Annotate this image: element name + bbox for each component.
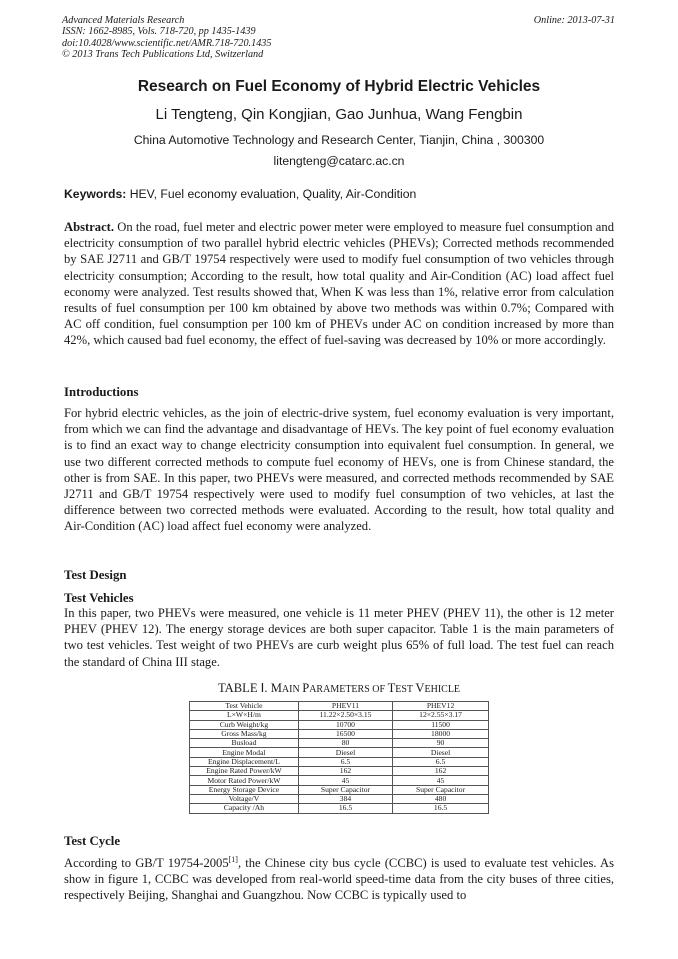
table-cell: PHEV12 — [393, 702, 489, 711]
table-cell: Super Capacitor — [298, 785, 392, 794]
table-cell: L×W×H/m — [190, 711, 299, 720]
table-cell: 45 — [393, 776, 489, 785]
table-cell: Engine Displacement/L — [190, 757, 299, 766]
test-cycle-text-a: According to GB/T 19754-2005 — [64, 856, 229, 870]
copyright-line: © 2013 Trans Tech Publications Ltd, Switzerland — [62, 48, 264, 60]
table-row — [190, 702, 489, 711]
caption-sc4: EHICLE — [424, 684, 461, 695]
table-cell: 162 — [393, 767, 489, 776]
table-cell: Engine Modal — [190, 748, 299, 757]
table-cell: Engine Rated Power/kW — [190, 767, 299, 776]
table-row — [190, 720, 489, 729]
introductions-text: For hybrid electric vehicles, as the join of electric-drive system, fuel economy evaluation is very important, from which we can find the advantage and disadvantage of HEVs. The key point of fuel economy evaluation is to find an exact way to change electricity consumption into equivalent fuel consumption. In general, we use two different corrected methods to compute fuel economy of HEVs, one is from Chinese standard, the other is from SAE. In this paper, two PHEVs were measured, and corrected methods recommended by SAE J2711 and GB/T 19754 respectively were used to modify fuel consumption of two vehicles, at last the difference between two corrected methods were evaluated. According to the result, how total quality and Air-Condition (AC) load affect fuel economy were analyzed. — [64, 406, 614, 534]
doi-line: doi:10.4028/www.scientific.net/AMR.718-720.1435 — [62, 37, 272, 49]
journal-name: Advanced Materials Research — [62, 15, 185, 26]
table-row — [190, 711, 489, 720]
citation-ref[interactable]: [1] — [228, 854, 238, 864]
table-cell: Busload — [190, 739, 299, 748]
table-row — [190, 767, 489, 776]
table-cell: 480 — [393, 794, 489, 803]
table-cell: Super Capacitor — [393, 785, 489, 794]
table-cell: Energy Storage Device — [190, 785, 299, 794]
caption-sc3: EST — [395, 684, 416, 695]
table-cell: 10700 — [298, 720, 392, 729]
table-caption — [0, 680, 678, 696]
table-cell: 6.5 — [298, 757, 392, 766]
test-vehicles-heading: Test Vehicles — [64, 591, 134, 605]
table-cell: 16.5 — [393, 804, 489, 813]
table-cell: 90 — [393, 739, 489, 748]
paper-title: Research on Fuel Economy of Hybrid Electric Vehicles — [137, 78, 541, 95]
table-cell: Motor Rated Power/kW — [190, 776, 299, 785]
table-cell: Capacity /Ah — [190, 804, 299, 813]
table-row — [190, 739, 489, 748]
caption-prefix: TABLE Ⅰ. — [217, 681, 271, 695]
table-cell: Test Vehicle — [190, 702, 299, 711]
table-cell: Voltage/V — [190, 794, 299, 803]
caption-sc2: ARAMETERS OF — [309, 684, 388, 695]
table-row — [190, 729, 489, 738]
table-cell: 162 — [298, 767, 392, 776]
table-cell: 12×2.55×3.17 — [393, 711, 489, 720]
table-cell: Diesel — [393, 748, 489, 757]
test-vehicles-text: In this paper, two PHEVs were measured, one vehicle is 11 meter PHEV (PHEV 11), the other is 12 meter PHEV (PHEV 12). The energy storage devices are both super capacitor. Table 1 is the main parameters of two test vehicles. Test weight of two PHEVs are curb weight plus 65% of full load. The test fuel can reach the standard of China III stage. — [64, 606, 614, 669]
issn-line: ISSN: 1662-8985, Vols. 718-720, pp 1435-1439 — [62, 26, 256, 38]
abstract-label: Abstract. — [64, 220, 115, 234]
test-cycle-heading: Test Cycle — [64, 834, 121, 848]
table-cell: Curb Weight/kg — [190, 720, 299, 729]
caption-m: M — [270, 681, 282, 695]
table-cell: Gross Mass/kg — [190, 729, 299, 738]
keywords-text: HEV, Fuel economy evaluation, Quality, Air-Condition — [126, 187, 417, 201]
test-cycle-text — [64, 855, 614, 904]
caption-sc1: AIN — [281, 684, 303, 695]
table-cell: Diesel — [298, 748, 392, 757]
journal-header — [62, 15, 271, 60]
table-cell: 45 — [298, 776, 392, 785]
table-row — [190, 794, 489, 803]
test-design-heading: Test Design — [64, 568, 127, 582]
caption-v: V — [415, 681, 425, 695]
author-email[interactable]: litengteng@catarc.ac.cn — [273, 154, 405, 168]
vehicle-parameters-table — [189, 701, 489, 814]
table-cell: 6.5 — [393, 757, 489, 766]
table-cell: 11.22×2.50×3.15 — [298, 711, 392, 720]
keywords-label: Keywords: — [64, 187, 127, 201]
table-cell: PHEV11 — [298, 702, 392, 711]
affiliation: China Automotive Technology and Research Center, Tianjin, China , 300300 — [133, 133, 545, 147]
authors: Li Tengteng, Qin Kongjian, Gao Junhua, Wang Fengbin — [155, 106, 523, 123]
table-cell: 11500 — [393, 720, 489, 729]
online-date: Online: 2013-07-31 — [533, 15, 615, 26]
caption-p: P — [302, 681, 310, 695]
test-cycle-text-b: , the Chinese city bus cycle (CCBC) is used to evaluate test vehicles. As show in figure 1, CCBC was developed from real-world speed-time data from the city buses of three cities, respectively Beijing, Shanghai and Guangzhou. Now CCBC is typically used to — [64, 856, 614, 903]
table-row — [190, 776, 489, 785]
table-row — [190, 785, 489, 794]
caption-t: T — [387, 681, 396, 695]
table-row — [190, 748, 489, 757]
keywords — [64, 187, 416, 201]
table-row — [190, 804, 489, 813]
table-cell: 18000 — [393, 729, 489, 738]
introductions-heading: Introductions — [64, 385, 139, 399]
abstract — [64, 219, 614, 349]
table-cell: 16.5 — [298, 804, 392, 813]
table-cell: 80 — [298, 739, 392, 748]
abstract-text: On the road, fuel meter and electric power meter were employed to measure fuel consumption and electricity consumption of two parallel hybrid electric vehicles (PHEVs); Corrected methods recommended by SAE J2711 and GB/T 19754 respectively were used to modify fuel consumption of two vehicles through electricity consumption; According to the result, how total quality and Air-Condition (AC) load affect fuel economy were analyzed. Test results showed that, When K was less than 1%, relative error from calculation results of fuel consumption per 100 km obtained by above two methods was within 0.7%; Compared with AC off condition, fuel consumption per 100 km of PHEVs under AC on condition increased by more than 42%, which caused bad fuel economy, the effect of fuel-saving was decreased by 10% or more accordingly. — [64, 220, 614, 348]
table-cell: 16500 — [298, 729, 392, 738]
table-cell: 384 — [298, 794, 392, 803]
table-row — [190, 757, 489, 766]
